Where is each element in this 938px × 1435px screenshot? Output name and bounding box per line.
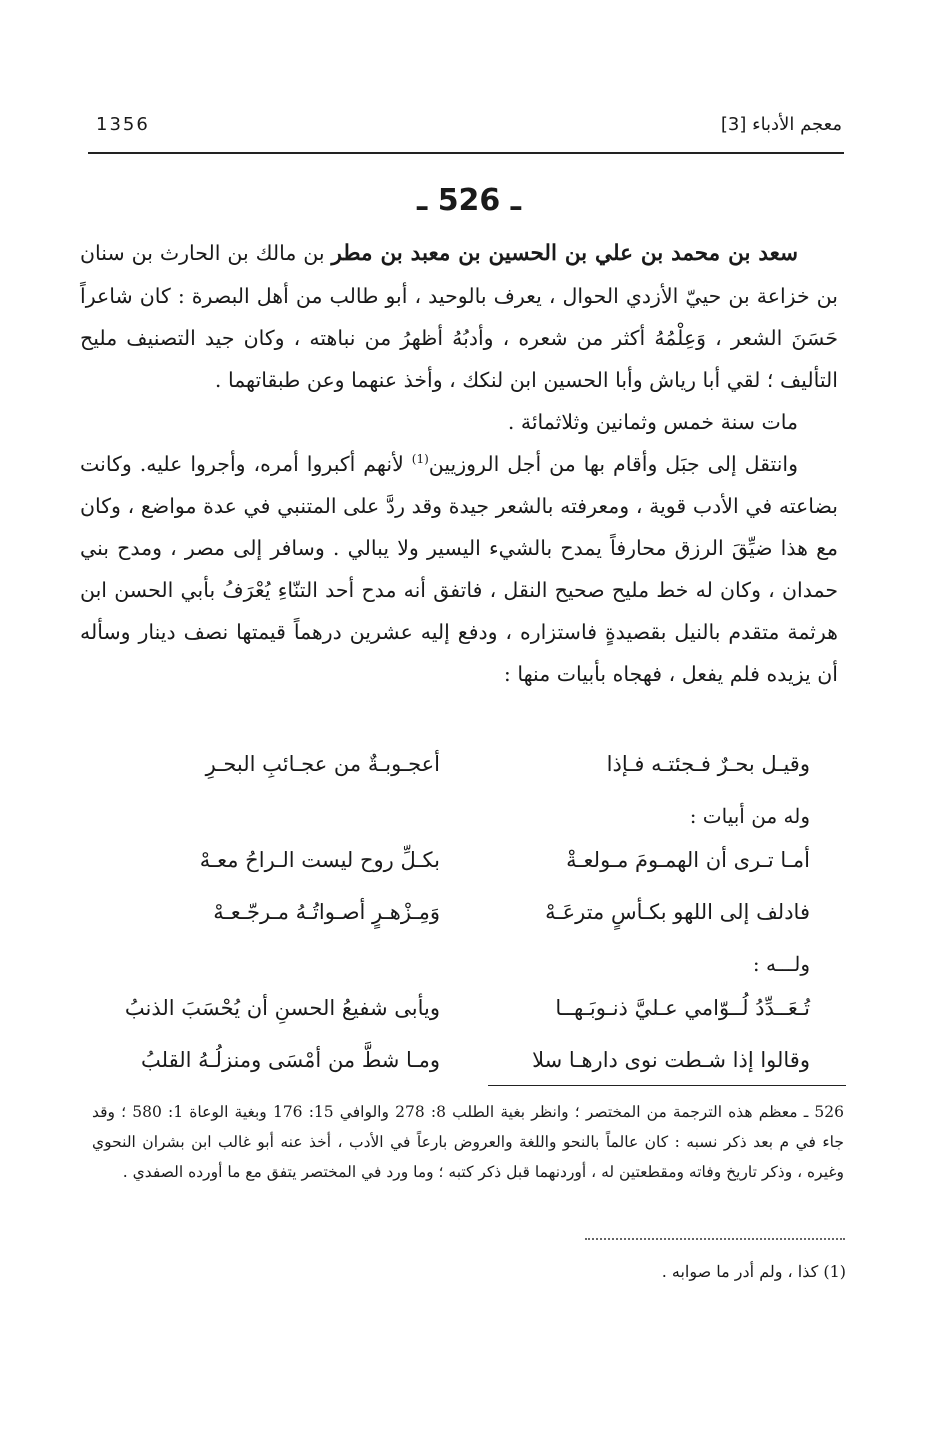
entry-number: ـ 526 ـ bbox=[416, 183, 522, 218]
verse-line bbox=[110, 900, 810, 952]
verse-first-hemistich: فادلف إلى اللهو بكـأسٍ مترعَـهْ bbox=[545, 900, 810, 924]
verse-introduction: ولـــه : bbox=[752, 952, 810, 976]
entry-paragraph-3-text-a: وانتقل إلى جبَل وأقام بها من أجل الروزيين bbox=[428, 452, 799, 476]
entry-paragraph-1-text: بن مالك بن الحارث بن سنان بن خزاعة بن حييّ الأزدي الحوال ، يعرف بالوحيد ، أبو طالب من أهل البصرة : كان شاعراً حَسَنَ الشعر ، وَعِلْمُهُ أكثر من شعره ، وأدبُهُ أظهرُ من نباهته ، وكان جيد التصنيف مليح التأليف ؛ لقي أبا رياش وأبا الحسين ابن لنكك ، وأخذ عنهما وعن طبقاتهما . bbox=[80, 241, 838, 392]
verse-second-hemistich: ومـا شطَّ من أمْسَى ومنزلُـهُ القلبُ bbox=[141, 1048, 440, 1072]
verse-line bbox=[110, 1048, 810, 1100]
header-rule bbox=[88, 152, 844, 154]
verse-first-hemistich: تُـعَــدِّدُ لُــوّامي عـليَّ ذنـوبَـهــا bbox=[555, 996, 810, 1020]
book-title: معجم الأدباء [3] bbox=[720, 114, 842, 135]
entry-paragraph-3-text-b: لأنهم أكبروا أمره، وأجروا عليه. وكانت بضاعته في الأدب قوية ، ومعرفته بالشعر جيدة وقد ردَّ على المتنبي في عدة مواضع ، وكان مع هذا ضيِّقَ الرزق محارفاً يمدح بالشيء اليسير ولا يبالي . وسافر إلى مصر ، ومدح بني حمدان ، وكان له خط مليح صحيح النقل ، فاتفق أنه مدح أحد التنّاءِ يُعْرَفُ بأبي الحسن ابن هرثمة متقدم بالنيل بقصيدةٍ فاستزاره ، ودفع إليه عشرين درهماً قيمتها نصف دينار وسأله أن يزيده فلم يفعل ، فهجاه بأبيات منها : bbox=[80, 452, 838, 686]
verse-second-hemistich: وَمِـزْهـرٍ أصـواتُـهُ مـرجّـعـهْ bbox=[213, 900, 440, 924]
verse-first-hemistich: أمـا تـرى أن الهمـومَ مـولعـةْ bbox=[566, 848, 810, 872]
verse-line bbox=[110, 752, 810, 804]
footnote-source bbox=[92, 1097, 844, 1187]
footnote-rule bbox=[488, 1085, 846, 1086]
entry-paragraph-1 bbox=[80, 232, 838, 401]
entry-paragraph-3 bbox=[80, 443, 838, 695]
footnote-source-text: 526 ـ معظم هذه الترجمة من المختصر ؛ وانظر بغية الطلب 8: 278 والوافي 15: 176 وبغية الوعاة 1: 580 ؛ وقد جاء في م بعد ذكر نسبه : كان عالماً بالنحو واللغة والعروض بارعاً في الأدب ، أخذ عنه أبو غالب ابن بشران النحوي وغيره ، وذكر تاريخ وفاته ومقطعتين له ، أوردنهما قبل ذكر كتبه ؛ وما ورد في المختصر يتفق مع ما أورده الصفدي . bbox=[92, 1103, 844, 1181]
footnote-reference-marker[interactable]: (1) bbox=[411, 452, 429, 467]
verse-second-hemistich: أعجـوبـةٌ من عجـائبِ البحـرِ bbox=[205, 752, 440, 776]
verse-second-hemistich: بكـلِّ روح ليست الـراحُ معـهْ bbox=[199, 848, 440, 872]
entry-paragraph-2: مات سنة خمس وثمانين وثلاثمائة . bbox=[507, 410, 798, 434]
verse-first-hemistich: وقالوا إذا شـطت نوى دارهـا سلا bbox=[532, 1048, 810, 1072]
subject-name: سعد بن محمد بن علي بن الحسين بن معبد بن مطر bbox=[331, 241, 798, 266]
dotted-separator bbox=[585, 1238, 845, 1240]
verse-line bbox=[110, 848, 810, 900]
footnote-1: (1) كذا ، ولم أدر ما صوابه . bbox=[661, 1262, 846, 1281]
poetry-section bbox=[110, 752, 810, 1100]
page-number: 1356 bbox=[96, 114, 150, 135]
verse-introduction: وله من أبيات : bbox=[689, 804, 810, 828]
running-header bbox=[90, 112, 842, 142]
entry-body bbox=[80, 232, 838, 695]
verse-first-hemistich: وقيـل بحـرٌ فـجئتـه فـإذا bbox=[606, 752, 810, 776]
verse-second-hemistich: ويأبى شفيعُ الحسنِ أن يُحْسَبَ الذنبُ bbox=[124, 996, 440, 1020]
verse-line bbox=[110, 996, 810, 1048]
